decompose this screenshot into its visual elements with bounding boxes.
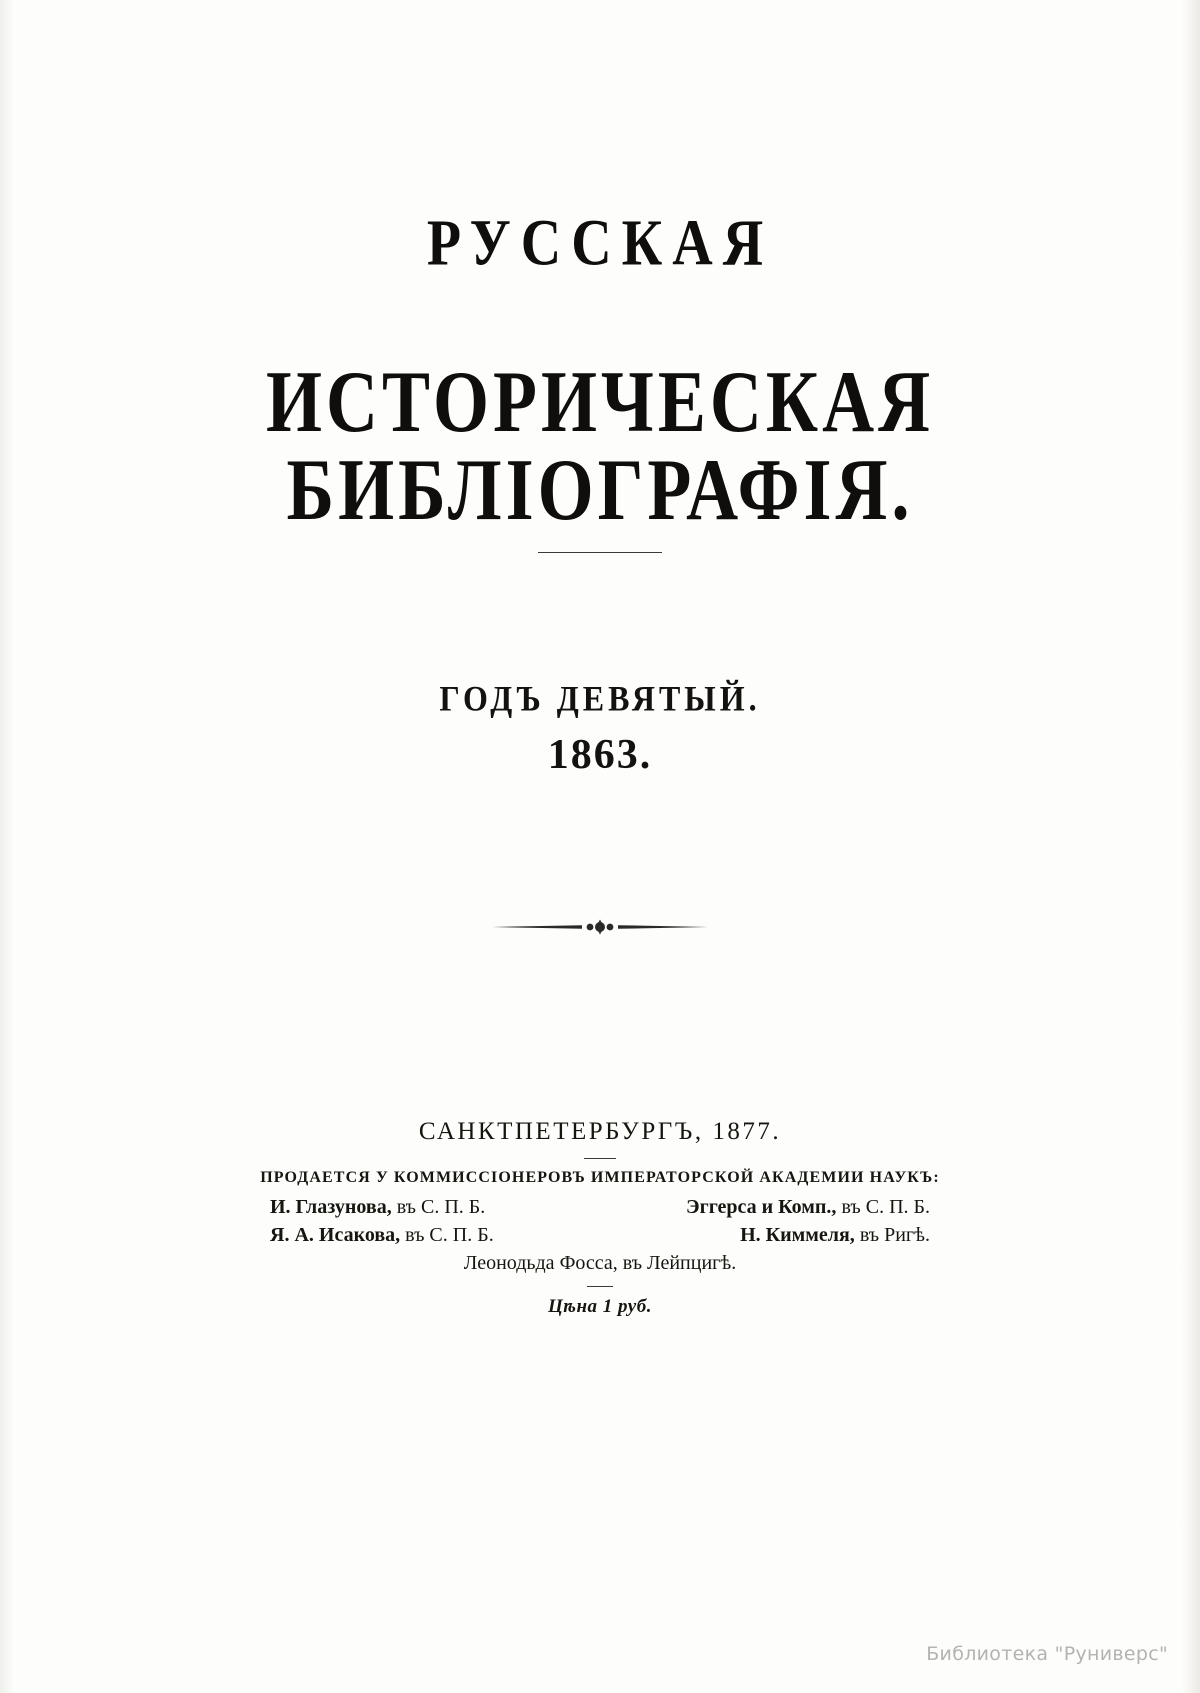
seller-entry — [740, 1224, 930, 1247]
title-line-2: ИСТОРИЧЕСКАЯ БИБЛІОГРАФІЯ. — [265, 353, 935, 539]
seller-entry — [686, 1196, 930, 1219]
title-block — [0, 206, 1200, 539]
seller-place: въ Ригѣ. — [859, 1224, 930, 1246]
seller-place: въ С. П. Б. — [396, 1196, 486, 1218]
year-number: 1863. — [547, 732, 653, 778]
seller-entry — [270, 1224, 494, 1247]
seller-name: Я. А. Исакова, — [270, 1224, 401, 1246]
year-label: ГОДЪ ДЕВЯТЫЙ. — [439, 678, 761, 719]
seller-name: Леонодьда Фосса, — [463, 1252, 618, 1274]
year-block — [0, 678, 1200, 779]
price-label: Цѣна 1 руб. — [548, 1296, 652, 1317]
sellers-grid — [270, 1196, 930, 1275]
sellers-row — [270, 1224, 930, 1247]
seller-name: Н. Киммеля, — [740, 1224, 855, 1246]
title-line-1: РУССКАЯ — [426, 206, 774, 280]
small-rule-2 — [587, 1286, 613, 1287]
thin-rule-divider — [538, 552, 662, 553]
sellers-heading: ПРОДАЕТСЯ У КОММИССІОНЕРОВЪ ИМПЕРАТОРСКОЙ АКАДЕМИИ НАУКЪ: — [260, 1169, 940, 1186]
sellers-row — [270, 1196, 930, 1219]
library-watermark: Библиотека "Руниверс" — [926, 1643, 1168, 1665]
ornamental-divider — [490, 915, 710, 939]
seller-name: Эггерса и Комп., — [686, 1196, 837, 1218]
seller-name: И. Глазунова, — [270, 1196, 392, 1218]
small-rule-1 — [584, 1158, 616, 1159]
seller-place: въ С. П. Б. — [841, 1196, 930, 1218]
seller-entry-center — [270, 1252, 930, 1275]
seller-place: въ Лейпцигѣ. — [622, 1252, 737, 1274]
imprint-block — [0, 1118, 1200, 1318]
city-and-year: САНКТПЕТЕРБУРГЪ, 1877. — [418, 1118, 782, 1145]
seller-entry — [270, 1196, 485, 1219]
seller-place: въ С. П. Б. — [405, 1224, 494, 1246]
